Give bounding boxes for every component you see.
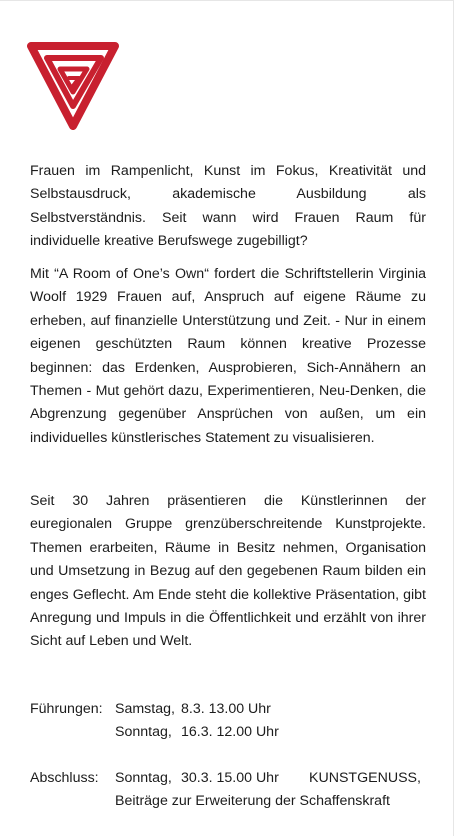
group-paragraph: Seit 30 Jahren präsentieren die Künstlerinnen der euregionalen Gruppe grenzüberschreitende Kunstprojekte. Themen erarbeiten, Räume in Besitz nehmen, Organisation und Umsetzung in Bezug auf den gegebenen Raum bilden ein enges Geflecht. Am Ende steht die kollektive Präsentation, gibt Anregung und Impuls in die Öffentlichkeit und erzählt von ihrer Sicht auf Leben und Welt.: [30, 493, 426, 650]
page-border-top: [0, 0, 454, 1]
nested-triangles-logo-icon: [27, 40, 119, 130]
closing-day: Sonntag,: [115, 769, 172, 786]
intro-paragraph: Frauen im Rampenlicht, Kunst im Fokus, Kreativität und Selbstausdruck, akademische Ausbildung als Selbstverständnis. Seit wann wird Frauen Raum für individuelle kreative Berufswege zugebilligt?: [30, 163, 426, 250]
tour-datetime: 8.3. 13.00 Uhr: [181, 701, 271, 717]
schedule-row-tour-1: [30, 698, 430, 721]
closing-event: KUNSTGENUSS,: [309, 769, 421, 786]
tour-day: Samstag,: [115, 701, 175, 717]
closing-datetime: 30.3. 15.00 Uhr: [181, 769, 279, 786]
tour-datetime: 16.3. 12.00 Uhr: [181, 724, 279, 741]
schedule: [30, 698, 430, 814]
closing-label: Abschluss:: [30, 769, 99, 786]
schedule-row-closing-description: [30, 790, 430, 813]
tour-day: Sonntag,: [115, 724, 172, 741]
tours-label: Führungen:: [30, 701, 103, 717]
schedule-row-closing: [30, 767, 430, 790]
woolf-paragraph: Mit “A Room of One’s Own“ fordert die Schriftstellerin Virginia Woolf 1929 Frauen auf, Anspruch auf eigene Räume zu erheben, auf finanzielle Unterstützung und Zeit. - Nur in einem eigenen geschützten Raum können kreative Prozesse beginnen: das Erdenken, Ausprobieren, Sich-Annähern an Themen - Mut gehört dazu, Experimentieren, Neu-Denken, die Abgrenzung gegenüber Ansprüchen von außen, um ein individuelles künstlerisches Statement zu visualisieren.: [30, 266, 426, 446]
schedule-row-tour-2: [30, 721, 430, 744]
closing-description: Beiträge zur Erweiterung der Schaffenskraft: [115, 793, 390, 810]
